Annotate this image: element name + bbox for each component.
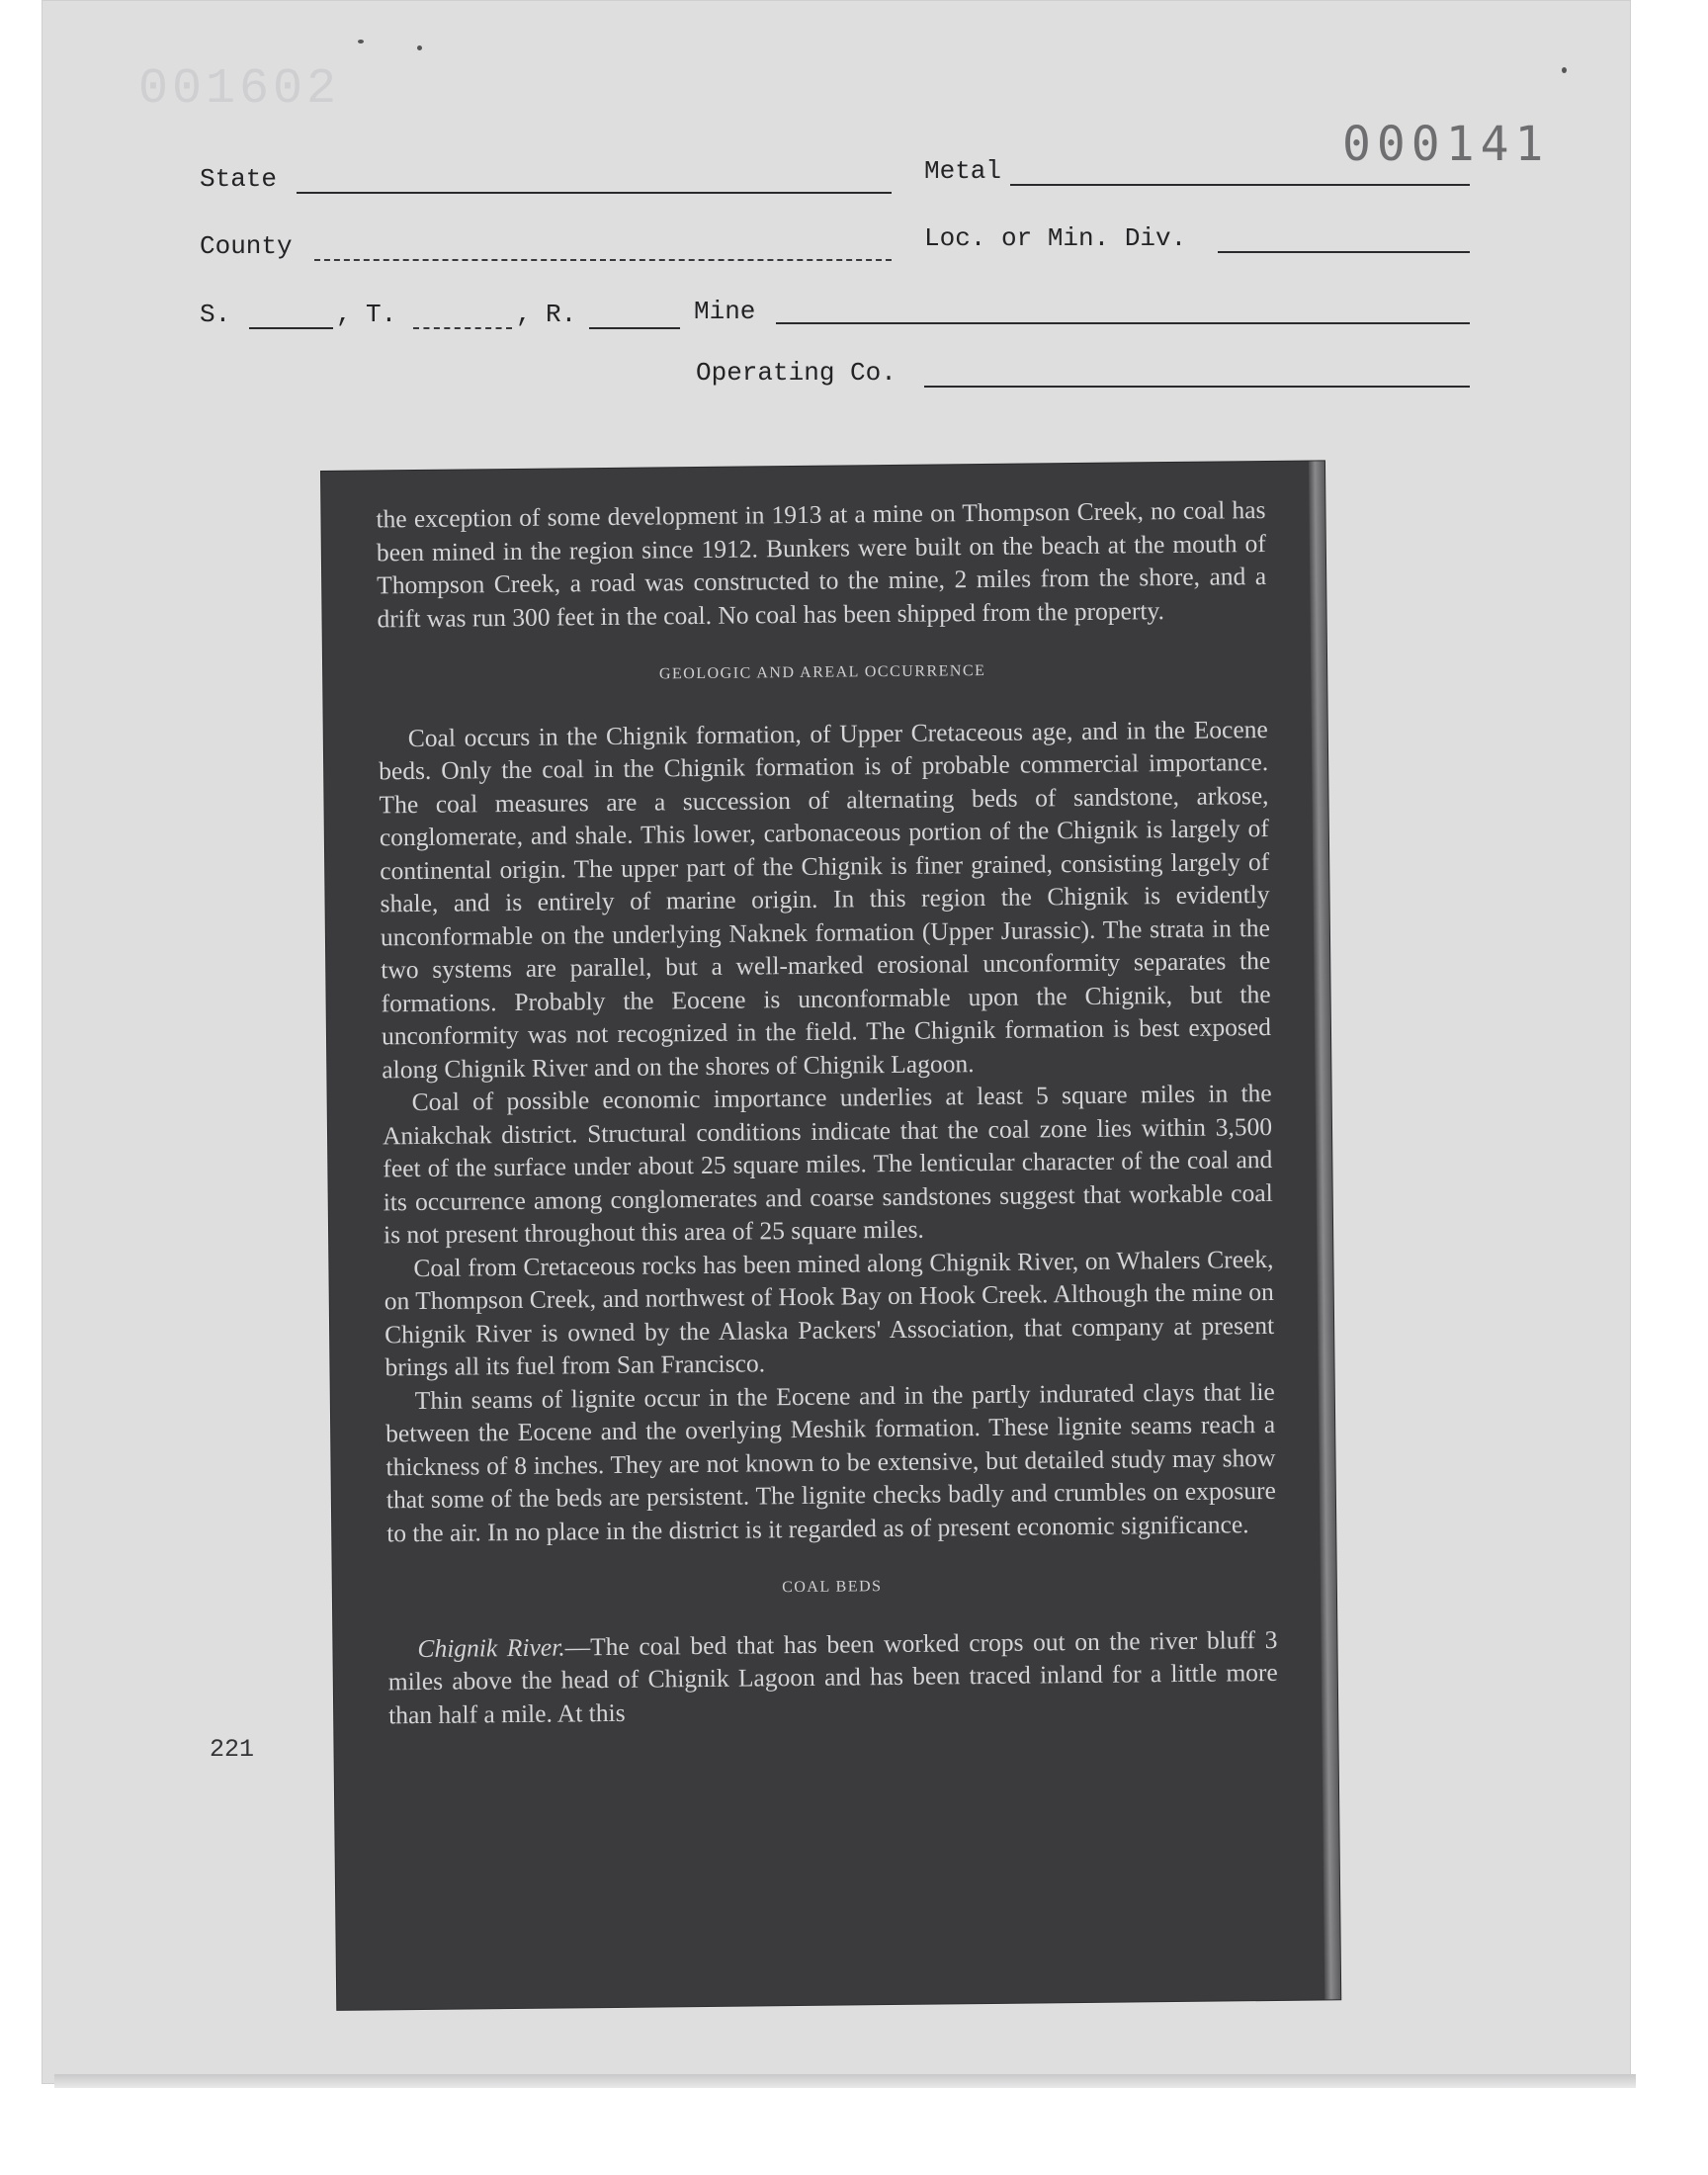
paragraph: Thin seams of lignite occur in the Eocene and in the partly indurated clays that lie between the Eocene and the overlying Meshik formation. These lignite seams reach a thickness of 8 inches. They are not known to be extensive, but detailed study may show that some of the beds are persistent. The lignite checks badly and crumbles on exposure to the air. In no place in the district is it regarded as of present economic significance.: [385, 1376, 1276, 1547]
paragraph: [387, 1622, 1278, 1731]
county-label: County: [200, 231, 293, 261]
township-label: T.: [366, 300, 397, 329]
speck: [1562, 67, 1567, 73]
county-field-line[interactable]: [314, 259, 892, 261]
section-label: S.: [200, 300, 231, 329]
mine-field-line[interactable]: [776, 322, 1470, 324]
pasted-clipping: [321, 461, 1340, 2010]
section-heading: COAL BEDS: [782, 1578, 883, 1597]
township-field-line[interactable]: [413, 327, 512, 329]
section-field-line[interactable]: [249, 327, 333, 329]
mine-label: Mine: [694, 297, 756, 326]
state-label: State: [200, 164, 278, 194]
speck: [417, 45, 422, 50]
speck: [358, 40, 364, 44]
page-number: 221: [210, 1735, 255, 1764]
paragraph: the exception of some development in 1913 at a mine on Thompson Creek, no coal has been mined in the region since 1912. Bunkers were built on the beach at the mouth of Thompson Creek, a road was constructed to the mine, 2 miles from the shore, and a drift was run 300 feet in the coal. No coal has been shipped from the property.: [376, 494, 1267, 633]
operating-co-field-line[interactable]: [924, 386, 1470, 388]
section-heading: GEOLOGIC AND AREAL OCCURRENCE: [658, 661, 986, 683]
range-field-line[interactable]: [589, 327, 680, 329]
paragraph: Coal of possible economic importance underlies at least 5 square miles in the Aniakchak district. Structural conditions indicate that the coal zone lies within 3,500 feet of the surface under about 25 square miles. The lenticular character of the coal and its occurrence among conglomerates and coarse sandstones suggest that workable coal is not present throughout this area of 25 square miles.: [382, 1078, 1273, 1250]
comma: ,: [336, 300, 352, 329]
clipping-text: [376, 493, 1278, 1731]
state-field-line[interactable]: [297, 192, 892, 194]
comma: ,: [516, 300, 532, 329]
loc-div-label: Loc. or Min. Div.: [924, 223, 1187, 253]
record-id-number: 000141: [1342, 117, 1550, 172]
operating-co-label: Operating Co.: [696, 358, 897, 388]
paragraph-text: —The coal bed that has been worked crops out on the river bluff 3 miles above the head of Chignik Lagoon and has been traced inland for a little more than half a mile. At this: [387, 1624, 1278, 1729]
faint-stamp: 001602: [138, 61, 341, 118]
card-shadow: [54, 2074, 1636, 2088]
loc-div-field-line[interactable]: [1218, 251, 1470, 253]
metal-label: Metal: [924, 156, 1002, 186]
italic-lead: Chignik River.: [417, 1631, 565, 1663]
paragraph: Coal occurs in the Chignik formation, of Upper Cretaceous age, and in the Eocene beds. Only the coal in the Chignik formation is of probable commercial importance. The coal measures are a succession of alternating beds of sandstone, arkose, conglomerate, and shale. This lower, carbonaceous portion of the Chignik is largely of continental origin. The upper part of the Chignik is finer grained, consisting largely of shale, and is entirely of marine origin. In this region the Chignik is evidently unconformable on the underlying Naknek formation (Upper Jurassic). The strata in the two systems are parallel, but a well-marked erosional unconformity separates the formations. Probably the Eocene is unconformable upon the Chignik, but the unconformity was not recognized in the field. The Chignik formation is best exposed along Chignik River and on the shores of Chignik Lagoon.: [379, 714, 1272, 1084]
range-label: R.: [546, 300, 577, 329]
paragraph: Coal from Cretaceous rocks has been mined along Chignik River, on Whalers Creek, on Thompson Creek, and northwest of Hook Bay on Hook Creek. Although the mine on Chignik River is owned by the Alaska Packers' Association, that company at present brings all its fuel from San Francisco.: [384, 1244, 1275, 1382]
metal-field-line[interactable]: [1010, 184, 1470, 186]
